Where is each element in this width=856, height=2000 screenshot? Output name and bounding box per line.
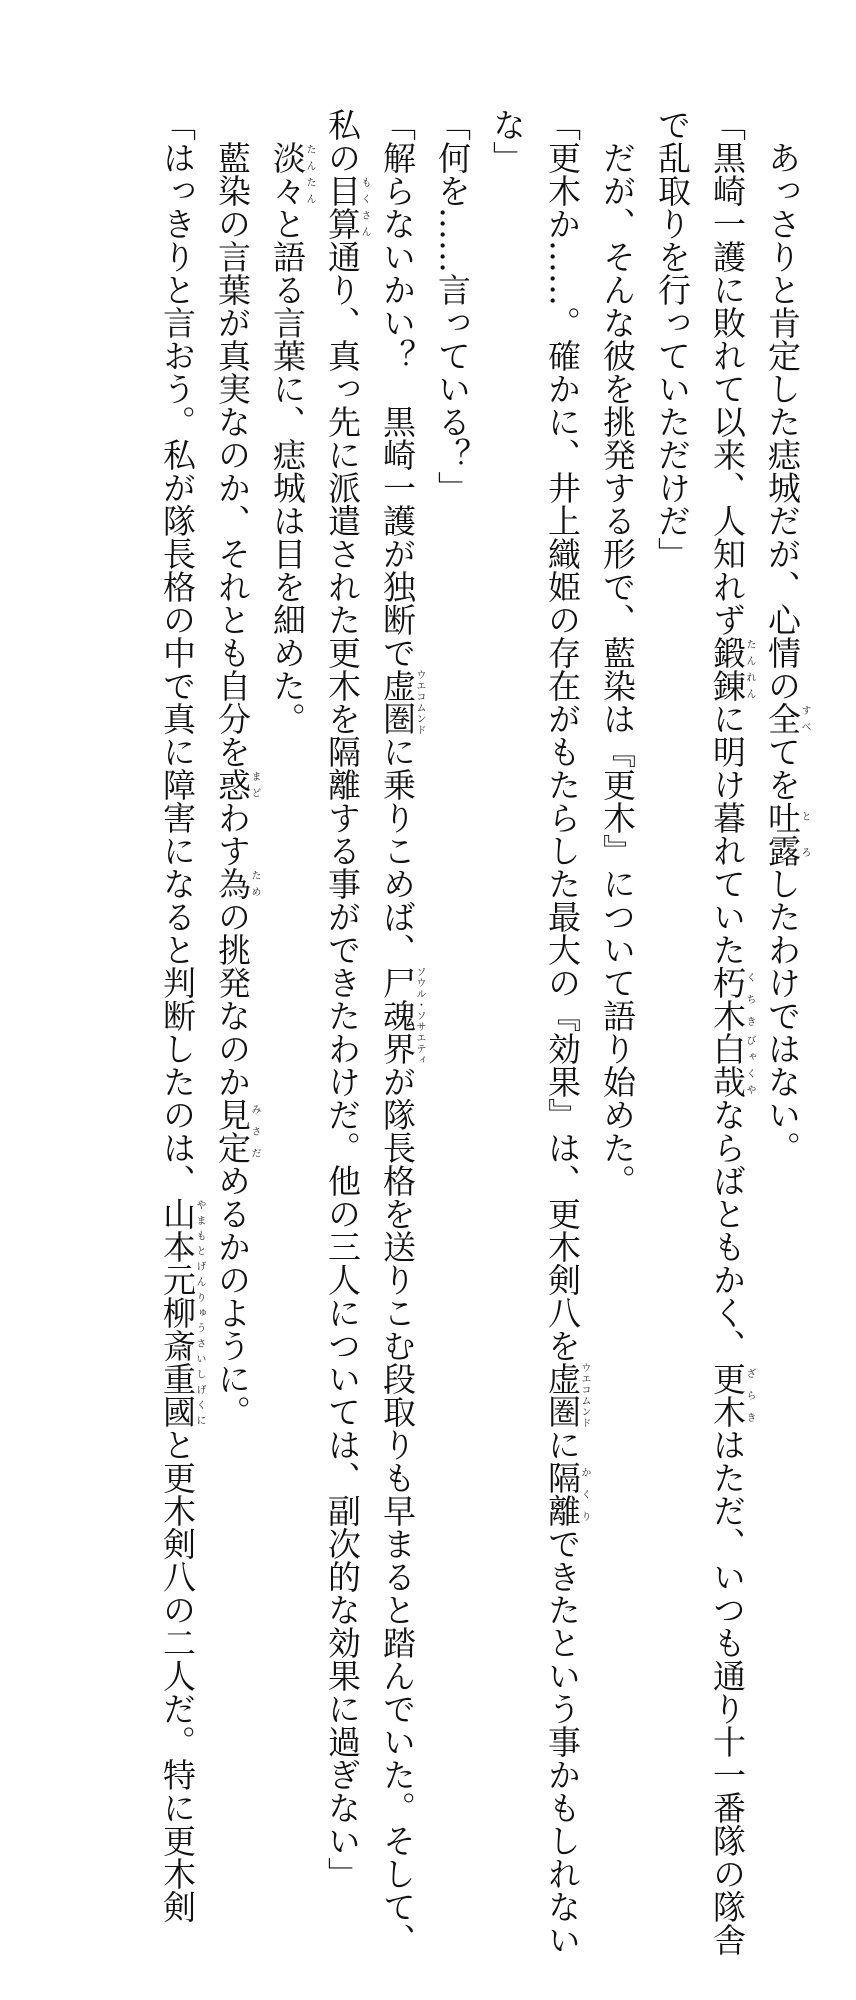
- text-run: の挑発なのか: [213, 900, 252, 1098]
- ruby-base: 尸魂界: [378, 966, 417, 1065]
- ruby-word: [708, 636, 755, 702]
- furigana: ソウル・ソサエティ: [414, 966, 425, 1065]
- text-run: に乗りこめば、: [378, 735, 417, 966]
- furigana: とろ: [799, 801, 810, 867]
- furigana: みさだ: [249, 1098, 260, 1164]
- ruby-word: [708, 1032, 755, 1098]
- ruby-base: 更木: [708, 1362, 747, 1428]
- furigana: ため: [249, 867, 260, 900]
- vertical-text-body: [150, 108, 810, 1988]
- ruby-base: 目算: [323, 174, 362, 240]
- ruby-base: 鍛錬: [708, 636, 747, 702]
- furigana: ざらき: [744, 1362, 755, 1428]
- ruby-base: 虚圏: [378, 669, 417, 735]
- text-run: できたという事かもしれないな」: [488, 108, 582, 1956]
- text-run: 「はっきりと言おう。私が隊長格の中で真に障害になると判断したのは、: [158, 108, 197, 1197]
- ruby-word: [378, 966, 425, 1065]
- paragraph: [150, 108, 205, 1988]
- ruby-word: [543, 1461, 590, 1527]
- furigana: たんれん: [744, 636, 755, 702]
- ruby-word: [543, 1362, 590, 1428]
- ruby-base: 虚圏: [543, 1362, 582, 1428]
- ruby-base: 為: [213, 867, 252, 900]
- text-run: に明け暮れていた: [708, 702, 747, 966]
- ruby-word: [763, 801, 810, 867]
- text-run: と語る言葉に、痣城は目を細めた。: [268, 207, 307, 735]
- ruby-base: 惑: [213, 768, 252, 801]
- furigana: まど: [249, 768, 260, 801]
- text-run: てを: [763, 735, 802, 801]
- furigana: くちき: [744, 966, 755, 1032]
- text-run: と更木剣八の二人だ。特に更木剣: [158, 1428, 197, 1923]
- text-run: 藍染の言葉が真実なのか、それとも自分を: [213, 141, 252, 768]
- text-run: はただ、いつも通り十一番隊の隊舎で乱取りを行っていただけだ」: [653, 108, 747, 1956]
- furigana: もくさん: [359, 174, 370, 240]
- paragraph: [425, 108, 480, 1988]
- text-run: したわけではない。: [763, 867, 802, 1164]
- furigana: やまもとげんりゅうさいしげくに: [194, 1197, 205, 1428]
- furigana: びゃくや: [744, 1032, 755, 1098]
- furigana: たんたん: [304, 141, 315, 207]
- ruby-base: 淡々: [268, 141, 307, 207]
- ruby-word: [268, 141, 315, 207]
- furigana: かくり: [579, 1461, 590, 1527]
- text-run: めるかのように。: [213, 1164, 252, 1428]
- text-run: だが、そんな彼を挑発する形で、藍染は『更木』について語り始めた。: [598, 141, 637, 1197]
- ruby-word: [213, 867, 260, 900]
- paragraph: [205, 108, 260, 1988]
- ruby-word: [708, 966, 755, 1032]
- paragraph: [260, 108, 315, 1988]
- ruby-word: [323, 174, 370, 240]
- paragraph: [590, 108, 645, 1988]
- text-run: 「何を……言っている？」: [433, 108, 472, 504]
- ruby-word: [213, 1098, 260, 1164]
- ruby-base: 全: [763, 702, 802, 735]
- ruby-word: [158, 1197, 205, 1428]
- text-run: が隊長格を送りこむ段取りも早まると踏んでいた。そして、私の: [323, 108, 417, 1956]
- ruby-word: [213, 768, 260, 801]
- ruby-base: 山本元柳斎重國: [158, 1197, 197, 1428]
- paragraph: [480, 108, 590, 1988]
- furigana: ウエコムンド: [414, 669, 425, 735]
- text-run: に: [543, 1428, 582, 1461]
- ruby-base: 隔離: [543, 1461, 582, 1527]
- text-run: 通り、真っ先に派遣された更木を隔離する事ができたわけだ。他の三人については、副次的な効果に過ぎない」: [323, 240, 362, 1890]
- text-run: 「解らないかい？ 黒崎一護が独断で: [378, 108, 417, 669]
- text-run: 「更木か……。確かに、井上織姫の存在がもたらした最大の『効果』は、更木剣八を: [543, 108, 582, 1362]
- furigana: すべ: [799, 702, 810, 735]
- ruby-word: [763, 702, 810, 735]
- text-run: あっさりと肯定した痣城だが、心情の: [763, 141, 802, 702]
- ruby-base: 朽木: [708, 966, 747, 1032]
- ruby-base: 見定: [213, 1098, 252, 1164]
- text-run: 「黒崎一護に敗れて以来、人知れず: [708, 108, 747, 636]
- paragraph: [755, 108, 810, 1988]
- ruby-word: [378, 669, 425, 735]
- paragraph: [315, 108, 425, 1988]
- text-run: ならばともかく、: [708, 1098, 747, 1362]
- ruby-base: 吐露: [763, 801, 802, 867]
- paragraph: [645, 108, 755, 1988]
- text-run: わす: [213, 801, 252, 867]
- ruby-base: 白哉: [708, 1032, 747, 1098]
- furigana: ウエコムンド: [579, 1362, 590, 1428]
- ruby-word: [708, 1362, 755, 1428]
